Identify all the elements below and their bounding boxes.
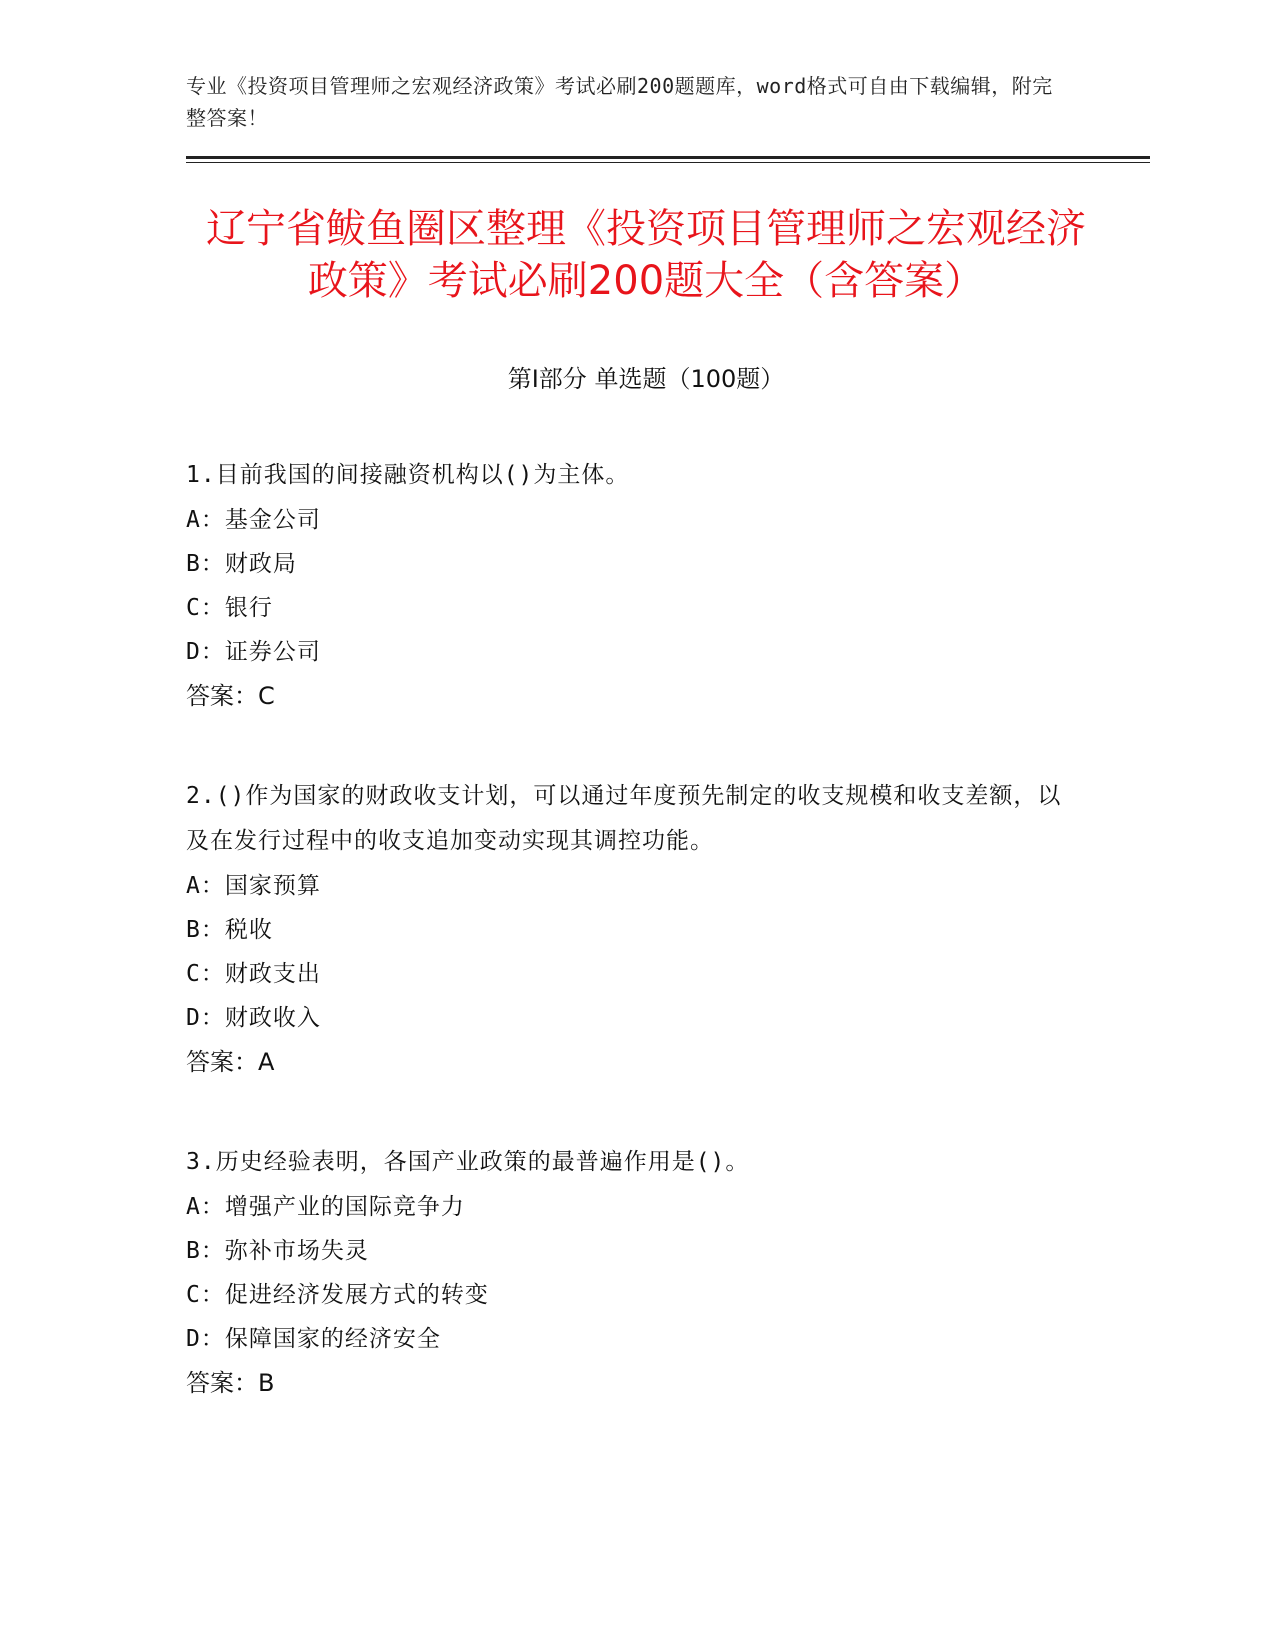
question-3 xyxy=(186,1140,1066,1405)
divider-thick-line xyxy=(186,156,1150,159)
document-page xyxy=(186,70,1146,1405)
option-c: C：财政支出 xyxy=(186,961,321,987)
answer: 答案：A xyxy=(186,1048,275,1076)
option-b: B：弥补市场失灵 xyxy=(186,1238,369,1264)
question-stem: 3.历史经验表明，各国产业政策的最普遍作用是()。 xyxy=(186,1149,750,1175)
option-d: D：保障国家的经济安全 xyxy=(186,1326,441,1352)
question-2 xyxy=(186,774,1066,1084)
answer: 答案：B xyxy=(186,1369,275,1397)
question-stem: 1.目前我国的间接融资机构以()为主体。 xyxy=(186,462,630,488)
header-divider xyxy=(186,156,1150,163)
answer: 答案：C xyxy=(186,682,275,710)
option-a: A：基金公司 xyxy=(186,507,321,533)
option-a: A：增强产业的国际竞争力 xyxy=(186,1194,465,1220)
header-note: 专业《投资项目管理师之宏观经济政策》考试必刷200题题库，word格式可自由下载编辑，附完整答案！ xyxy=(186,74,1053,130)
option-d: D：证券公司 xyxy=(186,639,321,665)
section-heading: 第Ⅰ部分 单选题（100题） xyxy=(507,365,785,393)
option-b: B：税收 xyxy=(186,917,273,943)
document-title: 辽宁省鲅鱼圈区整理《投资项目管理师之宏观经济政策》考试必刷200题大全（含答案） xyxy=(206,206,1086,304)
option-d: D：财政收入 xyxy=(186,1005,321,1031)
question-1 xyxy=(186,453,1066,718)
divider-thin-line xyxy=(186,162,1150,163)
option-c: C：促进经济发展方式的转变 xyxy=(186,1282,489,1308)
option-b: B：财政局 xyxy=(186,551,297,577)
option-a: A：国家预算 xyxy=(186,873,321,899)
question-stem: 2.()作为国家的财政收支计划，可以通过年度预先制定的收支规模和收支差额，以及在发行过程中的收支追加变动实现其调控功能。 xyxy=(186,783,1062,854)
option-c: C：银行 xyxy=(186,595,273,621)
